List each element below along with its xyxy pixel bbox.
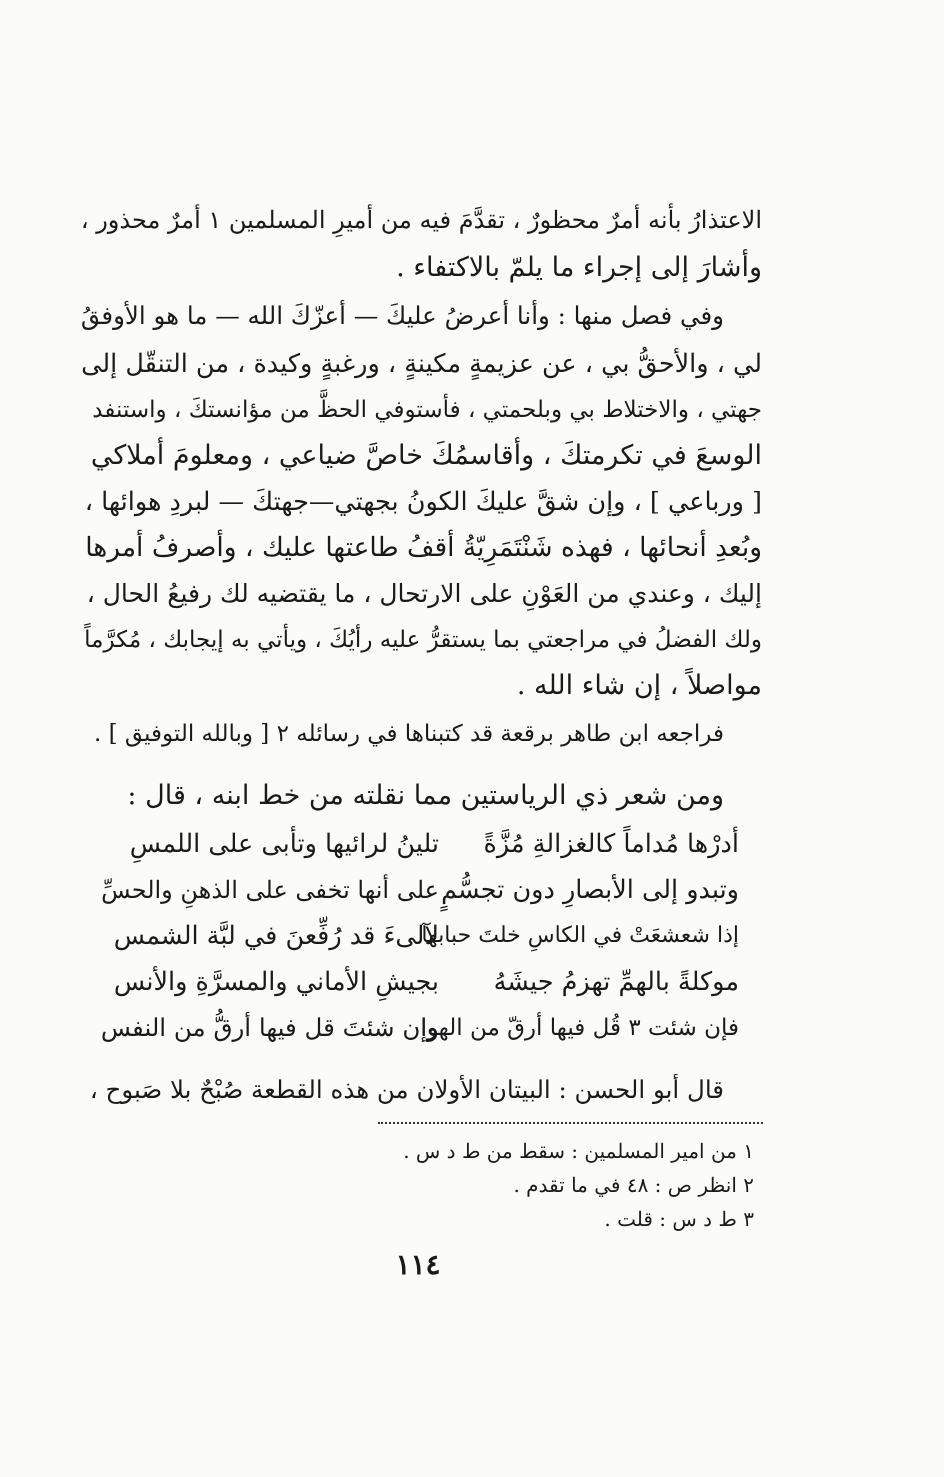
- verse-second-hemistich: تلينُ لرائيها وتأبى على اللمسِ: [129, 829, 439, 859]
- body-line: [ ورباعي ] ، وإن شقَّ عليكَ الكونُ بجهتي—جهتكَ — لبردِ هوائها ،: [84, 487, 762, 517]
- verse-second-hemistich: لآلىءَ قد رُفِّعنَ في لبَّة الشمس: [113, 921, 439, 951]
- body-line: وأشارَ إلى إجراء ما يلمّ بالاكتفاء .: [396, 252, 762, 283]
- verse-second-hemistich: وإن شئتَ قل فيها أرقُّ من النفس: [100, 1013, 439, 1042]
- body-line: إليك ، وعندي من العَوْنِ على الارتحال ، ما يقتضيه لك رفيعُ الحال ،: [86, 579, 762, 608]
- verse-second-hemistich: على أنها تخفى على الذهنِ والحسِّ: [101, 876, 439, 904]
- footnote-separator: [378, 1122, 763, 1124]
- body-line: لي ، والأحقُّ بي ، عن عزيمةٍ مكينةٍ ، ورغبةٍ وكيدة ، من التنقّل إلى: [81, 349, 762, 379]
- verse-first-hemistich: وتبدو إلى الأبصارِ دون تجسُّمٍ: [441, 875, 739, 905]
- verse-first-hemistich: إذا شعشعَتْ في الكاسِ خلتَ حبابها: [421, 923, 739, 948]
- body-line: جهتي ، والاختلاط بي وبلحمتي ، فأستوفي الحظَّ من مؤانستكَ ، واستنفد: [92, 397, 762, 423]
- body-line: مواصلاً ، إن شاء الله .: [516, 670, 762, 701]
- body-line: وبُعدِ أنحائها ، فهذه شَنْتَمَرِيّةُ أقفُ طاعتها عليك ، وأصرفُ أمرها: [85, 532, 762, 563]
- verse-first-hemistich: أدرْها مُداماً كالغزالةِ مُزَّةً: [483, 829, 739, 859]
- closing-line: قال أبو الحسن : البيتان الأولان من هذه القطعة صُبْحٌ بلا صَبوح ،: [89, 1075, 724, 1104]
- body-line: فراجعه ابن طاهر برقعة قد كتبناها في رسائله ٢ [ وبالله التوفيق ] .: [93, 721, 724, 747]
- body-line: الاعتذارُ بأنه أمرٌ محظورٌ ، تقدَّمَ فيه من أميرِ المسلمين ١ أمرٌ محذور ،: [80, 206, 762, 234]
- poem-intro: ومن شعر ذي الرياستين مما نقلته من خط ابنه ، قال :: [127, 780, 724, 811]
- footnote: ٢ انظر ص : ٤٨ في ما تقدم .: [513, 1173, 754, 1197]
- verse-second-hemistich: بجيشِ الأماني والمسرَّةِ والأنس: [113, 967, 439, 997]
- footnote: ١ من امير المسلمين : سقط من ط د س .: [403, 1139, 754, 1163]
- footnote: ٣ ط د س : قلت .: [604, 1207, 754, 1231]
- body-line: ولك الفضلُ في مراجعتي بما يستقرُّ عليه رأيُكَ ، ويأتي به إيجابك ، مُكرَّماً: [84, 627, 762, 653]
- body-line: الوسعَ في تكرمتكَ ، وأقاسمُكَ خاصَّ ضياعي ، ومعلومَ أملاكي: [90, 440, 762, 471]
- verse-first-hemistich: فإن شئت ٣ قُل فيها أرقّ من الهوا: [420, 1015, 739, 1041]
- verse-first-hemistich: موكلةً بالهمِّ تهزمُ جيشَهُ: [493, 967, 739, 997]
- body-line: وفي فصل منها : وأنا أعرضُ عليكَ — أعزّكَ الله — ما هو الأوفقُ: [80, 301, 724, 330]
- page-number: ١١٤: [395, 1248, 441, 1281]
